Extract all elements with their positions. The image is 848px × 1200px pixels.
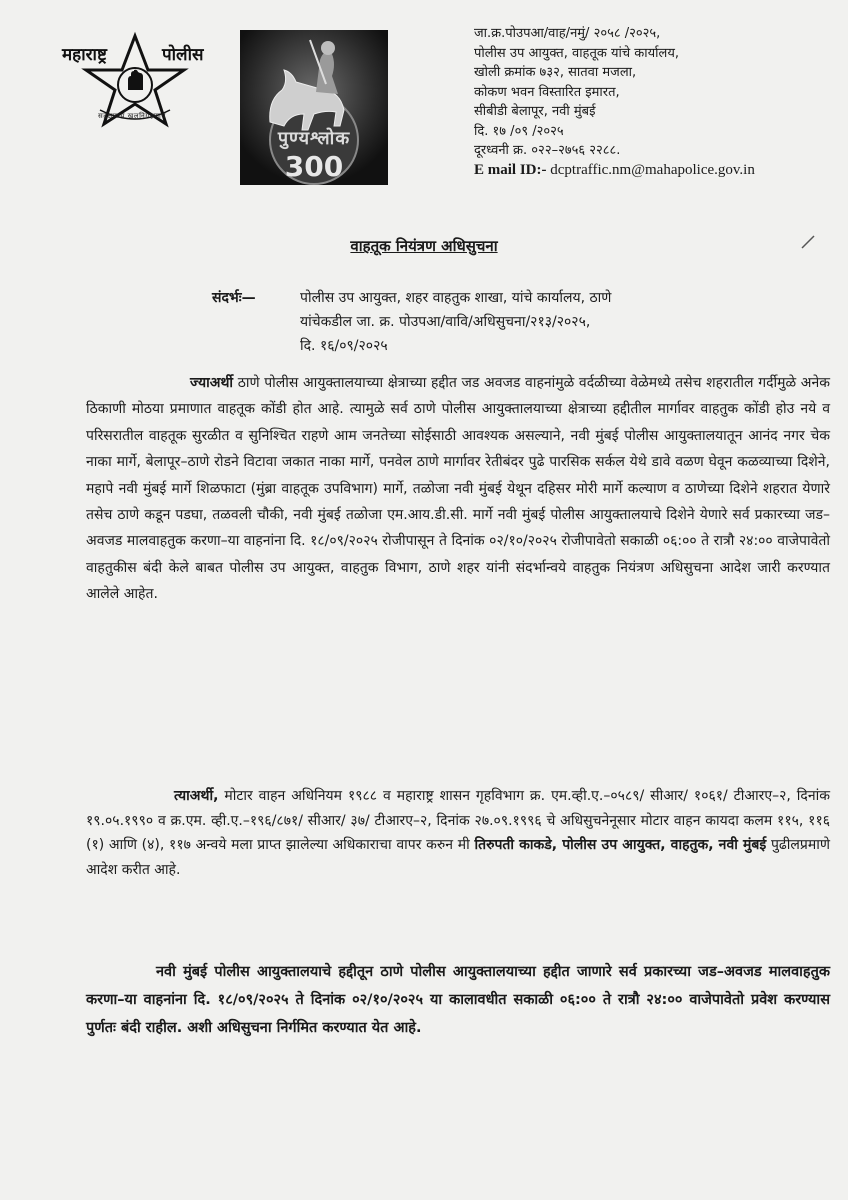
email-line <box>474 161 834 181</box>
city: सीबीडी बेलापूर, नवी मुंबई <box>474 104 596 119</box>
reference-line-2: यांचेकडील जा. क्र. पोउपआ/वावि/अधिसुचना/२१३/२०२५, <box>300 314 591 330</box>
emblem-number: 300 <box>284 150 344 183</box>
paragraph-3-body: नवी मुंबई पोलीस आयुक्तालयाचे हद्दीतून ठाणे पोलीस आयुक्तालयाच्या हद्दीत जाणारे सर्व प्रकारच्या जड–अवजड मालवाहतुक करणा–या वाहनांना दि. १८/०९/२०२५ ते दिनांक ०२/१०/२०२५ या कालावधीत सकाळी ०६:०० ते रात्रौ २४:०० वाजेपावेतो प्रवेश करण्यास पुर्णतः बंदी राहील. अशी अधिसुचना निर्गमित करण्यात येत आहे. <box>86 964 830 1036</box>
reference-label: संदर्भः— <box>212 290 256 306</box>
title-text: वाहतूक नियंत्रण अधिसुचना <box>350 237 498 255</box>
emblem-text: पुण्यश्लोक <box>277 128 351 149</box>
police-logo <box>60 30 210 130</box>
reference-line-1: पोलीस उप आयुक्त, शहर वाहतुक शाखा, यांचे कार्यालय, ठाणे <box>300 290 612 306</box>
email-address[interactable]: dcptraffic.nm@mahapolice.gov.in <box>550 161 755 178</box>
paragraph-order <box>86 958 830 1042</box>
logo-text-police: पोलीस <box>162 45 204 65</box>
logo-motto: सद्रक्षणाय खलनिग्रहणाय <box>98 112 166 120</box>
paragraph-1-lead: ज्याअर्थी <box>190 375 234 391</box>
room-floor: खोली क्रमांक ७३२, सातवा मजला, <box>474 65 637 80</box>
paragraph-1-body: ठाणे पोलीस आयुक्तालयाच्या क्षेत्राच्या हद्दीत जड अवजड वाहनांमुळे वर्दळीच्या वेळेमध्ये तसेच शहरातील गर्दीमुळे अनेक ठिकाणी मोठया प्रमाणात वाहतूक कोंडी होत आहे. त्यामुळे सर्व ठाणे पोलीस आयुक्तालयाच्या क्षेत्राच्या हद्दीतील मार्गावर वाहतुक कोंडी होउ नये व परिसरातील वाहतूक सुरळीत व सुनिश्चित राहणे आम जनतेच्या सोईसाठी आवश्यक असल्याने, नवी मुंबई पोलीस आयुक्तालयातून आनंद नगर चेक नाका मार्गे, बेलापूर–ठाणे रोडने विटावा जकात नाका मार्गे, पनवेल ठाणे मार्गावर रेतीबंदर पुढे पारसिक सर्कल येथे डावे वळण घेवून कळव्याच्या दिशेने, महापे नवी मुंबई मार्गे शिळफाटा (मुंब्रा वाहतूक उपविभाग) मार्गे, तळोजा नवी मुंबई येथून दहिसर मोरी मार्गे कल्याण व ठाणेच्या दिशेने शहरात येणारे तसेच ठाणे कडून पडघा, तळवली चौकी, नवी मुंबई तळोजा एम.आय.डी.सी. मार्गे नवी मुंबई पोलीस आयुक्तालयाचे दिशेने येणारे सर्व प्रकारच्या जड–अवजड मालवाहतुक करणा–या वाहनांना दि. १८/०९/२०२५ रोजीपासून ते दिनांक ०२/१०/२०२५ रोजीपावेतो सकाळी ०६:०० ते रात्रौ २४:०० वाजेपावेतो वाहतुकीस बंदी केले बाबत पोलीस उप आयुक्त, वाहतुक विभाग, ठाणे शहर यांनी संदर्भान्वये वाहतुक नियंत्रण अधिसुचना आदेश जारी करण्यात आलेले आहेत. <box>86 375 831 603</box>
issuing-officer: तिरुपती काकडे, पोलीस उप आयुक्त, वाहतुक, नवी मुंबई <box>474 837 767 853</box>
paragraph-2-end: पुढीलप्रमाणे आदेश करीत आहे. <box>86 837 831 878</box>
paragraph-2-lead: त्याअर्थी, <box>174 788 219 804</box>
building-name: कोकण भवन विस्तारित इमारत, <box>474 84 620 100</box>
letter-date: दि. १७ /०९ /२०२५ <box>474 123 564 139</box>
commemorative-emblem <box>240 30 388 185</box>
email-label: E mail ID:- <box>474 161 547 178</box>
paragraph-therefore <box>86 784 830 882</box>
reference-number: जा.क्र.पोउपआ/वाह/नमुं/ २०५८ /२०२५, <box>474 26 661 41</box>
paragraph-2-body: मोटार वाहन अधिनियम १९८८ व महाराष्ट्र शासन गृहविभाग क्र. एम.व्ही.ए.–०५८९/ सीआर/ १०६१/ टीआरए–२, दिनांक १९.०५.१९९० व क्र.एम. व्ही.ए.–१९६/८७१/ सीआर/ ३७/ टीआरए–२, दिनांक २७.०९.१९९६ चे अधिसुचनेनूसार मोटार वाहन कायदा कलम ११५, ११६ (१) आणि (४), ११७ अन्वये मला प्राप्त झालेल्या अधिकाराचा वापर करुन मी <box>86 788 831 853</box>
office-name: पोलीस उप आयुक्त, वाहतूक यांचे कार्यालय, <box>474 45 680 61</box>
document-title <box>0 236 848 256</box>
paragraph-whereas <box>86 370 830 608</box>
reference-line-3: दि. १६/०९/२०२५ <box>300 338 388 354</box>
logo-text-maharashtra: महाराष्ट्र <box>62 45 107 65</box>
address-block <box>474 24 834 180</box>
corner-mark-icon <box>800 232 818 250</box>
phone-number: दूरध्वनी क्र. ०२२–२७५६ २२८८. <box>474 143 621 158</box>
reference-body <box>300 286 820 358</box>
